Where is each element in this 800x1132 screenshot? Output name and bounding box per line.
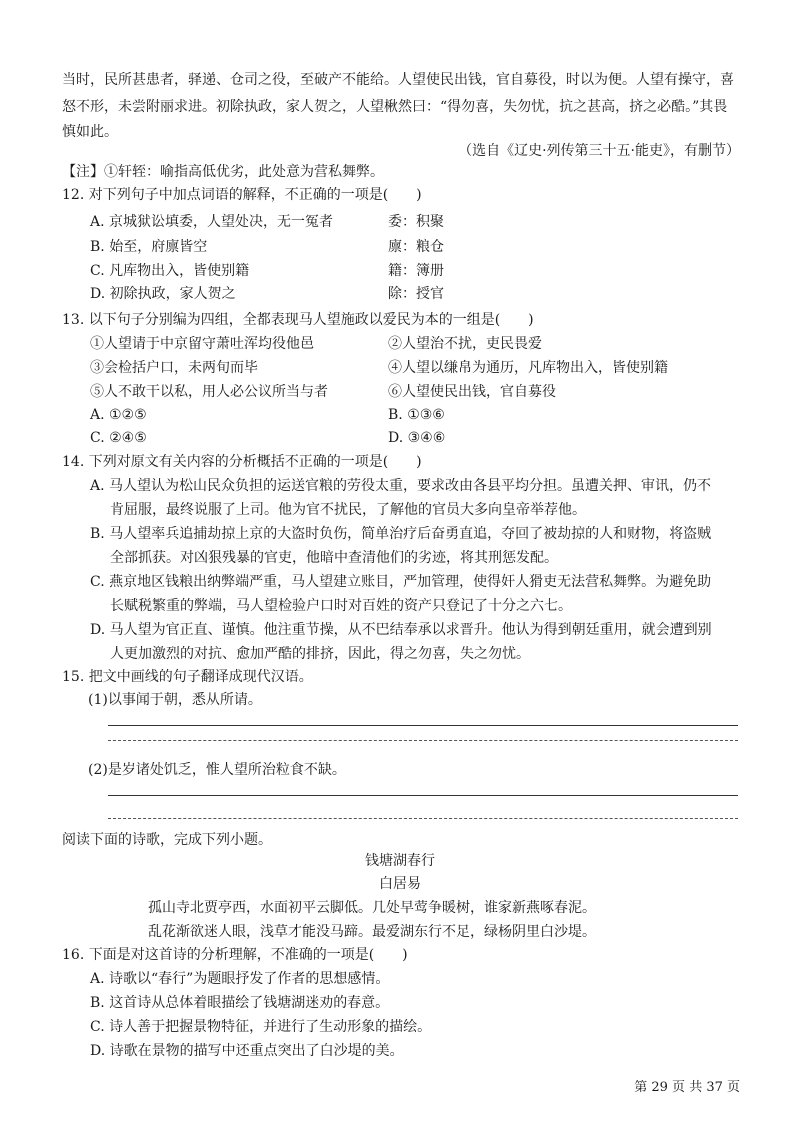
q16-option-c: C. 诗人善于把握景物特征，并进行了生动形象的描绘。: [90, 1019, 432, 1035]
q15-sentence-1: (1)以事闻于朝，悉从所请。: [88, 692, 262, 708]
question-15-stem: 15. 把文中画线的句子翻译成现代汉语。: [62, 669, 313, 685]
q13-option-b: B. ①③⑥: [388, 407, 445, 423]
q12-option-a: A. 京城狱讼填委，人望处决，无一冤者: [90, 214, 334, 230]
q16-option-b: B. 这首诗从总体着眼描绘了钱塘湖迷劝的春意。: [90, 995, 390, 1011]
question-12-stem: 12. 对下列句子中加点词语的解释，不正确的一项是( ): [62, 187, 422, 203]
poem-line: 乱花渐欲迷人眼，浅草才能没马蹄。最爱湖东行不足，绿杨阴里白沙堤。: [148, 924, 596, 940]
q13-item: ③会检括户口，未两旬而毕: [90, 360, 258, 376]
q14-option-d-cont: 人更加激烈的对抗、愈加严酷的排挤，因此，得之勿喜，失之勿忧。: [110, 646, 530, 662]
answer-line: [108, 725, 738, 726]
q14-option-a-cont: 肯屈服，最终说服了上司。他为官不扰民，了解他的官员大多向皇帝举荐他。: [110, 502, 586, 518]
q12-option-c-gloss: 籍：簿册: [388, 263, 444, 279]
q15-sentence-2: (2)是岁诸处饥乏，惟人望所治粒食不缺。: [88, 762, 346, 778]
passage-line: 当时，民所甚患者，驿递、仓司之役，至破产不能给。人望使民出钱，官自募役，时以为便。人望有操守，喜: [62, 72, 734, 88]
q13-item: ⑤人不敢干以私，用人必公议所当与者: [90, 384, 328, 400]
q12-option-d: D. 初除执政，家人贺之: [90, 286, 236, 302]
poem-title: 钱塘湖春行: [365, 853, 435, 869]
answer-line: [108, 795, 738, 796]
passage-source: （选自《辽史·列传第三十五·能吏》，有删节）: [458, 143, 740, 159]
q12-option-a-gloss: 委：积聚: [388, 214, 444, 230]
q14-option-b-cont: 全部抓获。对凶狠残暴的官吏，他暗中查清他们的劣迹，将其刑惩发配。: [110, 550, 558, 566]
passage-note: 【注】①轩轾：喻指高低优劣，此处意为营私舞弊。: [62, 164, 384, 180]
q16-option-a: A. 诗歌以“春行”为题眼抒发了作者的思想感情。: [90, 971, 390, 987]
answer-line: [108, 740, 738, 741]
poem-intro: 阅读下面的诗歌，完成下列小题。: [62, 832, 272, 848]
q12-option-b: B. 始至，府廪皆空: [90, 239, 208, 255]
q13-option-c: C. ②④⑤: [90, 430, 147, 446]
q14-option-c-cont: 长赋税繁重的弊端，马人望检验户口时对百姓的资产只登记了十分之六七。: [110, 598, 572, 614]
q13-item: ②人望治不扰，吏民畏爱: [388, 336, 542, 352]
q14-option-c: C. 燕京地区钱粮出纳弊端严重，马人望建立账目，严加管理，使得奸人猾吏无法营私舞弊。为避免助: [90, 574, 712, 590]
question-14-stem: 14. 下列对原文有关内容的分析概括不正确的一项是( ): [62, 454, 422, 470]
page-number: 第 29 页 共 37 页: [634, 1080, 740, 1095]
q12-option-b-gloss: 廪：粮仓: [388, 239, 444, 255]
answer-line: [108, 818, 738, 819]
q14-option-d: D. 马人望为官正直、谨慎。他注重节操，从不巴结奉承以求晋升。他认为得到朝廷重用，就会遭到别: [90, 622, 712, 638]
q12-option-d-gloss: 除：授官: [388, 286, 444, 302]
q12-option-c: C. 凡库物出入，皆使别籍: [90, 263, 250, 279]
q14-option-b: B. 马人望率兵追捕劫掠上京的大盗时负伤，简单治疗后奋勇直追，夺回了被劫掠的人和财物，将盗贼: [90, 526, 712, 542]
passage-line: 怒不形，未尝附丽求进。初除执政，家人贺之，人望楸然曰：“得勿喜，失勿忧，抗之甚高，挤之必酷。”其畏: [62, 99, 728, 115]
q13-item: ④人望以缣帛为通历，凡库物出入，皆使别籍: [388, 360, 668, 376]
q13-item: ⑥人望使民出钱，官自募役: [388, 384, 556, 400]
q13-option-d: D. ③④⑥: [388, 430, 446, 446]
q16-option-d: D. 诗歌在景物的描写中还重点突出了白沙堤的美。: [90, 1043, 404, 1059]
q13-item: ①人望请于中京留守萧吐浑均役他邑: [90, 336, 314, 352]
q14-option-a: A. 马人望认为松山民众负担的运送官粮的劳役太重，要求改由各县平均分担。虽遭关押、审讯，仍不: [90, 478, 712, 494]
question-16-stem: 16. 下面是对这首诗的分析理解，不准确的一项是( ): [62, 947, 408, 963]
poem-author: 白居易: [379, 876, 421, 892]
poem-line: 孤山寺北贾亭西，水面初平云脚低。几处早莺争暖树，谁家新燕啄春泥。: [148, 900, 596, 916]
q13-option-a: A. ①②⑤: [90, 407, 147, 423]
question-13-stem: 13. 以下句子分别编为四组，全都表现马人望施政以爱民为本的一组是( ): [62, 312, 534, 328]
passage-line: 慎如此。: [62, 124, 118, 140]
